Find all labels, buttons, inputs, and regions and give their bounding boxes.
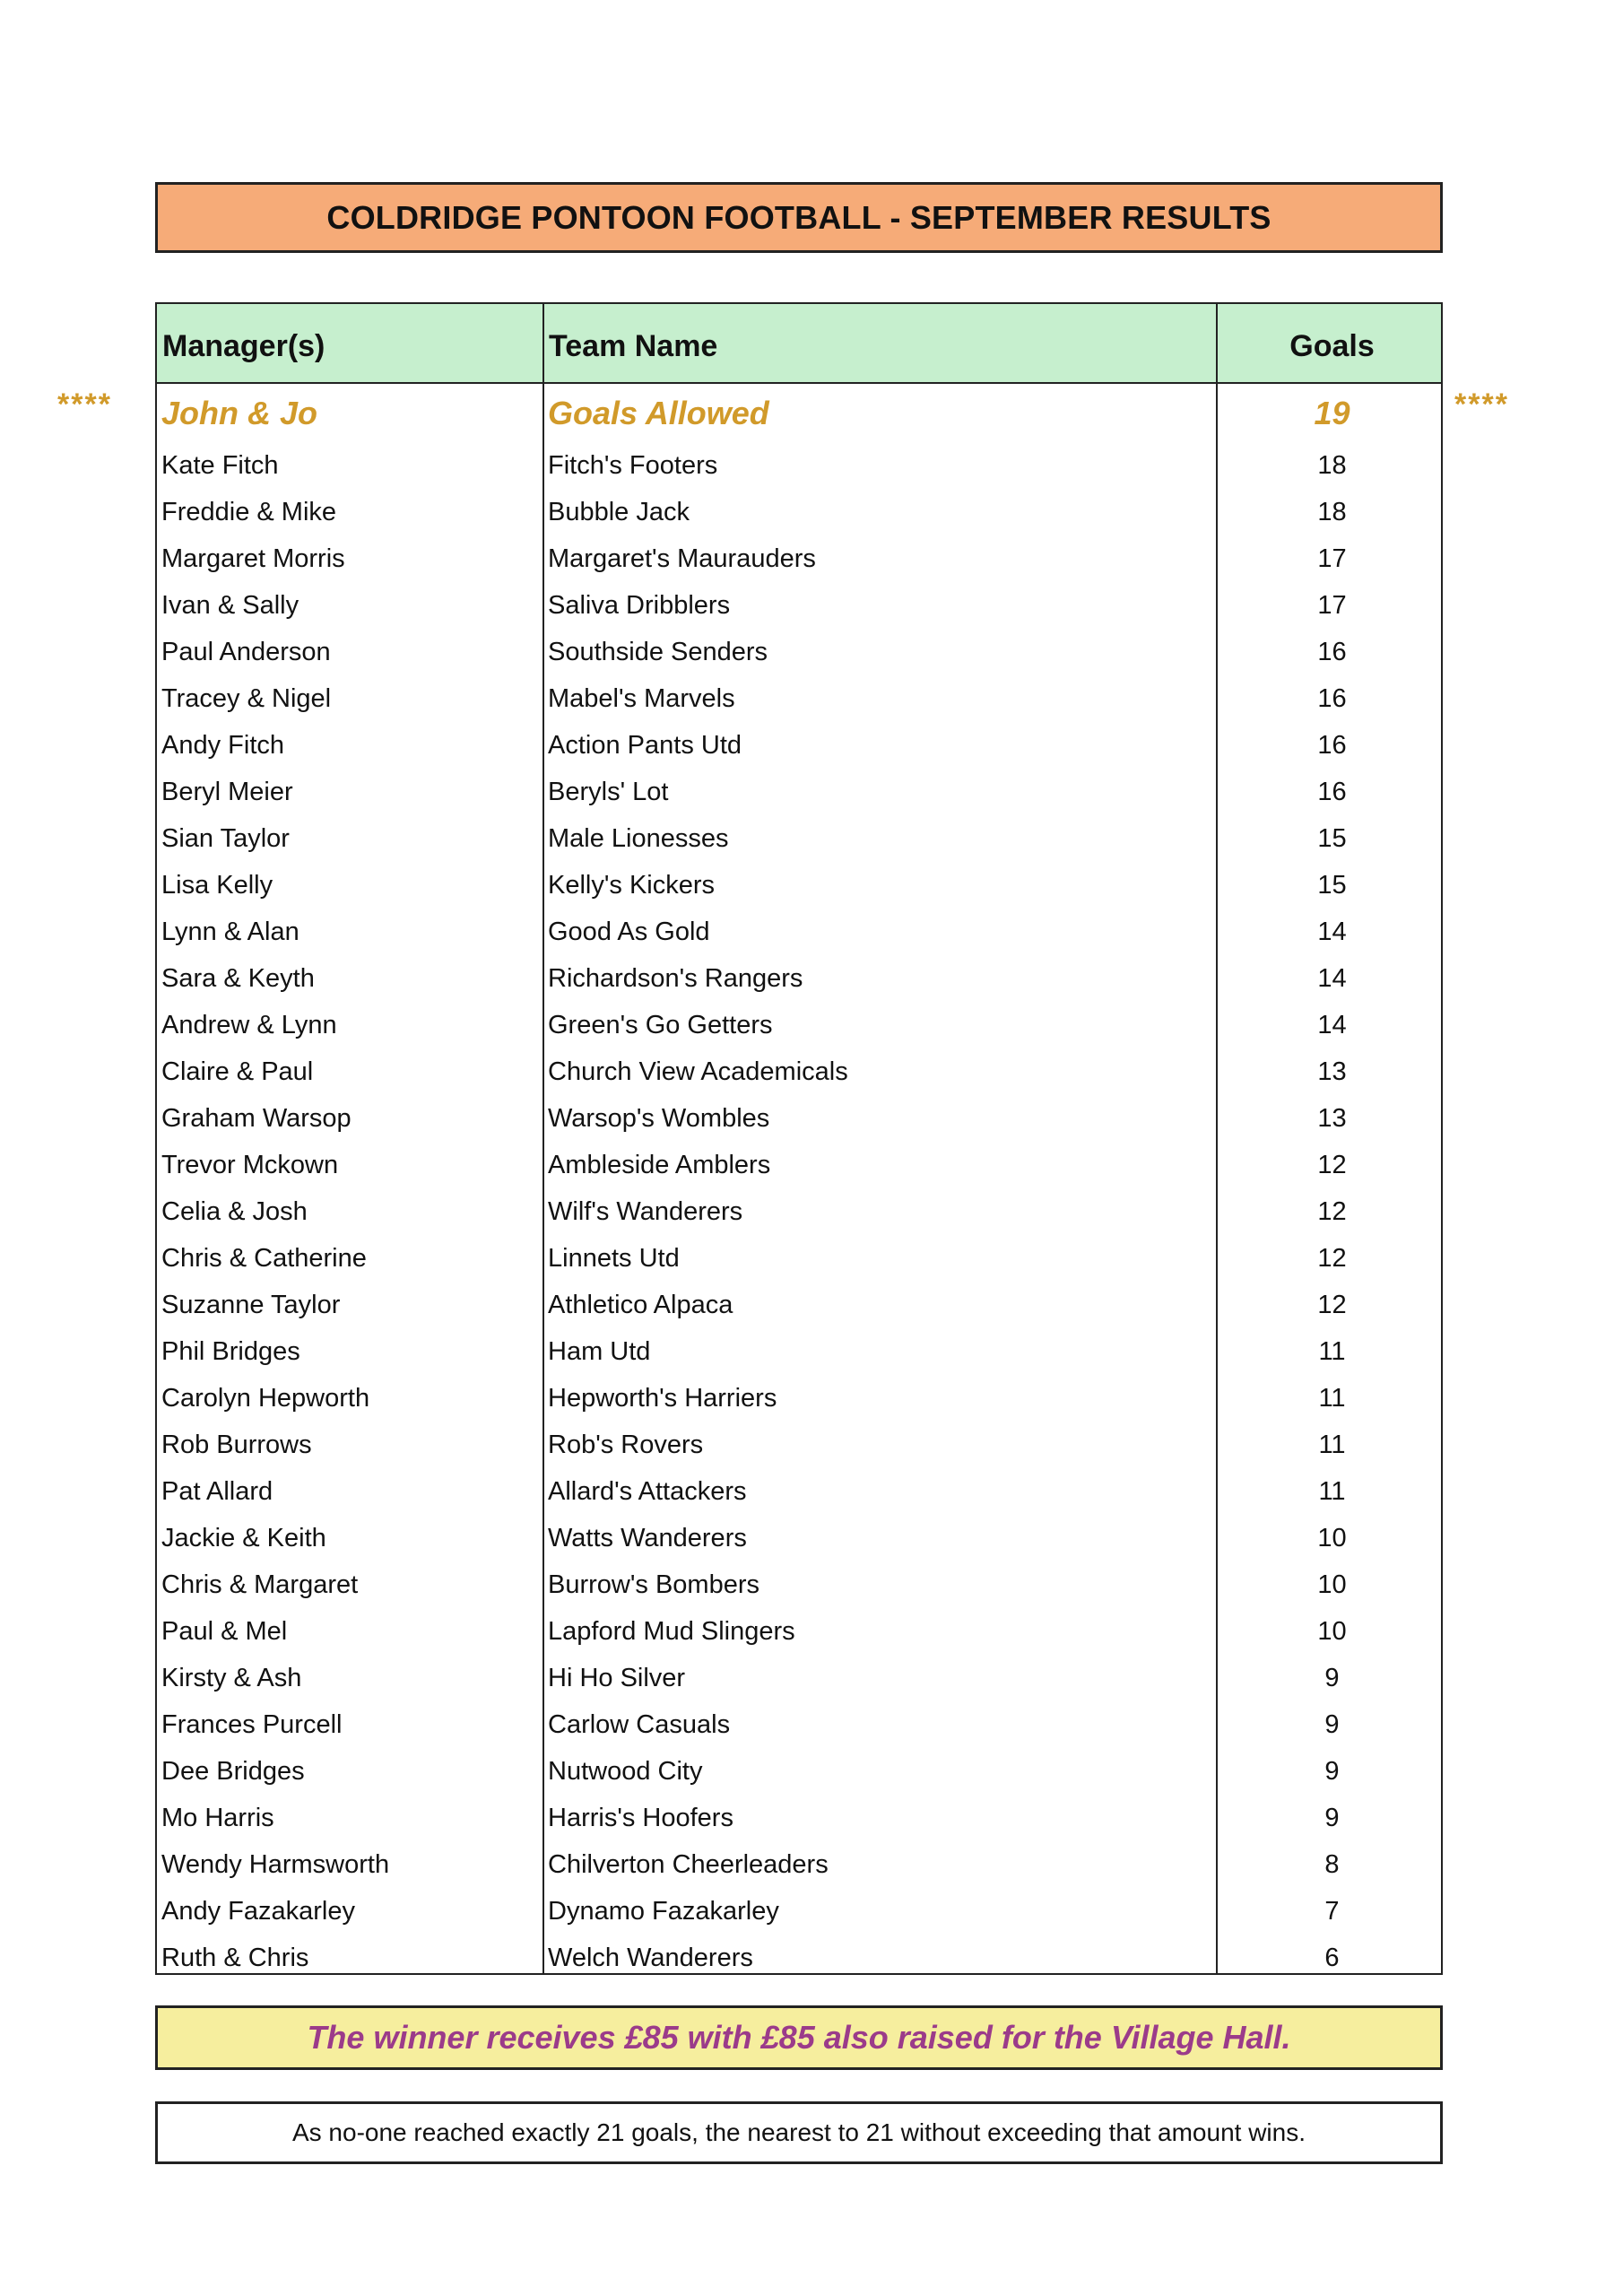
row-manager: Pat Allard — [161, 1476, 273, 1506]
row-manager: Ruth & Chris — [161, 1943, 309, 1972]
row-goals: 14 — [1317, 963, 1347, 993]
table-row — [157, 1561, 1441, 1608]
row-goals: 9 — [1324, 1663, 1340, 1692]
row-team: Hepworth's Harriers — [548, 1383, 777, 1413]
row-manager: Dee Bridges — [161, 1756, 305, 1786]
row-manager: Wendy Harmsworth — [161, 1849, 390, 1879]
row-manager: Trevor Mckown — [161, 1150, 339, 1179]
row-team: Rob's Rovers — [548, 1430, 704, 1459]
table-row — [157, 629, 1441, 675]
table-row — [157, 1282, 1441, 1328]
header-goals: Goals — [1289, 329, 1375, 363]
row-manager: Phil Bridges — [161, 1336, 300, 1366]
row-goals: 14 — [1317, 917, 1347, 946]
row-goals: 9 — [1324, 1709, 1340, 1739]
row-team: Church View Academicals — [548, 1057, 848, 1086]
row-manager: Suzanne Taylor — [161, 1290, 341, 1319]
row-manager: Paul Anderson — [161, 637, 331, 666]
row-goals: 12 — [1317, 1196, 1347, 1226]
row-team: Mabel's Marvels — [548, 683, 735, 713]
row-team: Harris's Hoofers — [548, 1803, 733, 1832]
row-team: Carlow Casuals — [548, 1709, 731, 1739]
table-row — [157, 1701, 1441, 1748]
row-manager: Lisa Kelly — [161, 870, 273, 900]
row-manager: Rob Burrows — [161, 1430, 312, 1459]
row-team: Ham Utd — [548, 1336, 651, 1366]
row-team: Action Pants Utd — [548, 730, 742, 760]
row-manager: Freddie & Mike — [161, 497, 337, 526]
winner-manager: John & Jo — [161, 395, 318, 431]
row-manager: Sian Taylor — [161, 823, 290, 853]
table-row — [157, 675, 1441, 722]
row-team: Saliva Dribblers — [548, 590, 731, 620]
page-title: COLDRIDGE PONTOON FOOTBALL - SEPTEMBER RESULTS — [155, 182, 1443, 253]
row-team: Warsop's Wombles — [548, 1103, 770, 1133]
table-row — [157, 1748, 1441, 1795]
table-row — [157, 1841, 1441, 1888]
row-manager: Paul & Mel — [161, 1616, 288, 1646]
row-manager: Lynn & Alan — [161, 917, 299, 946]
row-team: Dynamo Fazakarley — [548, 1896, 779, 1926]
table-row — [157, 1515, 1441, 1561]
row-goals: 18 — [1317, 450, 1347, 480]
table-row — [157, 489, 1441, 535]
row-team: Athletico Alpaca — [548, 1290, 733, 1319]
row-goals: 10 — [1317, 1616, 1347, 1646]
table-row — [157, 769, 1441, 815]
table-row — [157, 1142, 1441, 1188]
prize-banner: The winner receives £85 with £85 also raised for the Village Hall. — [155, 2005, 1443, 2070]
row-team: Southside Senders — [548, 637, 768, 666]
row-manager: Margaret Morris — [161, 544, 345, 573]
row-manager: Tracey & Nigel — [161, 683, 332, 713]
table-row — [157, 909, 1441, 955]
table-row — [157, 1375, 1441, 1422]
winner-stars-right: **** — [1454, 387, 1509, 422]
row-goals: 12 — [1317, 1150, 1347, 1179]
row-team: Green's Go Getters — [548, 1010, 773, 1039]
header-manager: Manager(s) — [162, 329, 325, 363]
row-goals: 17 — [1317, 544, 1347, 573]
row-manager: Chris & Catherine — [161, 1243, 367, 1273]
row-goals: 15 — [1317, 870, 1347, 900]
row-goals: 16 — [1317, 637, 1347, 666]
row-goals: 11 — [1318, 1336, 1346, 1366]
row-team: Burrow's Bombers — [548, 1570, 759, 1599]
row-manager: Mo Harris — [161, 1803, 274, 1832]
row-goals: 12 — [1317, 1290, 1347, 1319]
table-row — [157, 1422, 1441, 1468]
winner-team: Goals Allowed — [548, 395, 769, 431]
row-manager: Kate Fitch — [161, 450, 279, 480]
results-table — [155, 302, 1443, 1975]
table-row — [157, 1095, 1441, 1142]
row-goals: 8 — [1324, 1849, 1340, 1879]
row-manager: Sara & Keyth — [161, 963, 315, 993]
row-team: Welch Wanderers — [548, 1943, 753, 1972]
row-goals: 12 — [1317, 1243, 1347, 1273]
row-manager: Chris & Margaret — [161, 1570, 359, 1599]
row-team: Watts Wanderers — [548, 1523, 747, 1552]
table-row — [157, 582, 1441, 629]
row-goals: 14 — [1317, 1010, 1347, 1039]
row-team: Lapford Mud Slingers — [548, 1616, 795, 1646]
row-team: Bubble Jack — [548, 497, 690, 526]
row-manager: Kirsty & Ash — [161, 1663, 302, 1692]
row-team: Male Lionesses — [548, 823, 729, 853]
row-goals: 6 — [1324, 1943, 1340, 1972]
row-goals: 16 — [1317, 683, 1347, 713]
row-goals: 9 — [1324, 1756, 1340, 1786]
row-goals: 11 — [1318, 1383, 1346, 1413]
table-row — [157, 1888, 1441, 1935]
row-manager: Beryl Meier — [161, 777, 293, 806]
row-manager: Andrew & Lynn — [161, 1010, 337, 1039]
row-goals: 13 — [1317, 1103, 1347, 1133]
table-row — [157, 1468, 1441, 1515]
table-row — [157, 862, 1441, 909]
table-row — [157, 1328, 1441, 1375]
row-manager: Celia & Josh — [161, 1196, 308, 1226]
row-goals: 10 — [1317, 1570, 1347, 1599]
rules-note: As no-one reached exactly 21 goals, the nearest to 21 without exceeding that amount wins. — [155, 2101, 1443, 2164]
row-manager: Ivan & Sally — [161, 590, 299, 620]
table-row — [157, 442, 1441, 489]
table-row — [157, 722, 1441, 769]
table-header — [157, 304, 1441, 384]
winner-goals: 19 — [1314, 395, 1350, 431]
row-team: Hi Ho Silver — [548, 1663, 686, 1692]
row-goals: 16 — [1317, 730, 1347, 760]
row-team: Chilverton Cheerleaders — [548, 1849, 829, 1879]
row-goals: 17 — [1317, 590, 1347, 620]
table-row — [157, 1795, 1441, 1841]
table-row — [157, 1608, 1441, 1655]
row-team: Wilf's Wanderers — [548, 1196, 743, 1226]
row-team: Kelly's Kickers — [548, 870, 716, 900]
row-goals: 13 — [1317, 1057, 1347, 1086]
row-manager: Jackie & Keith — [161, 1523, 326, 1552]
row-goals: 11 — [1318, 1476, 1346, 1506]
row-manager: Frances Purcell — [161, 1709, 343, 1739]
header-team: Team Name — [549, 329, 718, 363]
row-goals: 16 — [1317, 777, 1347, 806]
row-team: Margaret's Maurauders — [548, 544, 816, 573]
row-manager: Graham Warsop — [161, 1103, 352, 1133]
row-goals: 9 — [1324, 1803, 1340, 1832]
row-team: Fitch's Footers — [548, 450, 718, 480]
row-manager: Carolyn Hepworth — [161, 1383, 370, 1413]
row-goals: 10 — [1317, 1523, 1347, 1552]
row-goals: 18 — [1317, 497, 1347, 526]
row-team: Nutwood City — [548, 1756, 703, 1786]
winner-row — [157, 387, 1441, 440]
row-manager: Andy Fitch — [161, 730, 284, 760]
table-row — [157, 1935, 1441, 1981]
table-row — [157, 1048, 1441, 1095]
table-row — [157, 1002, 1441, 1048]
row-team: Good As Gold — [548, 917, 710, 946]
row-team: Richardson's Rangers — [548, 963, 803, 993]
row-team: Linnets Utd — [548, 1243, 680, 1273]
row-manager: Andy Fazakarley — [161, 1896, 355, 1926]
row-goals: 15 — [1317, 823, 1347, 853]
row-goals: 11 — [1318, 1430, 1346, 1459]
table-row — [157, 815, 1441, 862]
table-row — [157, 1188, 1441, 1235]
row-goals: 7 — [1324, 1896, 1340, 1926]
row-team: Beryls' Lot — [548, 777, 669, 806]
row-team: Ambleside Amblers — [548, 1150, 771, 1179]
table-row — [157, 1655, 1441, 1701]
row-manager: Claire & Paul — [161, 1057, 314, 1086]
row-team: Allard's Attackers — [548, 1476, 747, 1506]
table-row — [157, 1235, 1441, 1282]
table-row — [157, 535, 1441, 582]
table-row — [157, 955, 1441, 1002]
winner-stars-left: **** — [57, 387, 112, 422]
